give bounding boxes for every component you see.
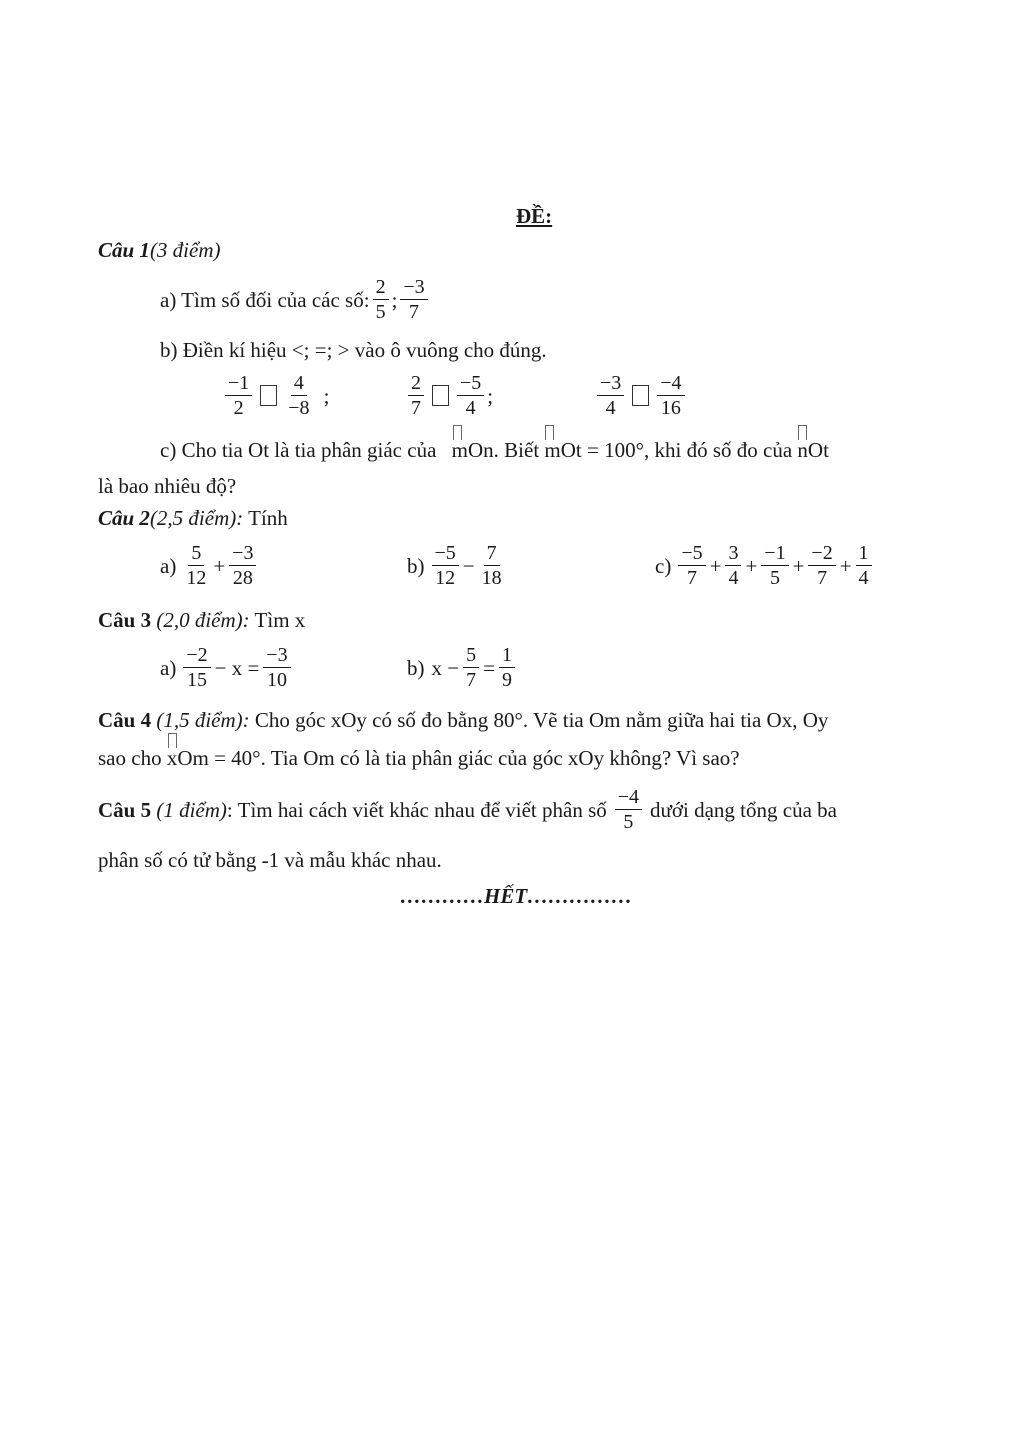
q2-heading (98, 506, 288, 530)
q3b-fraction-1: $\frac{5}{7}$ (463, 644, 479, 691)
q5-label: Câu 5 (98, 797, 152, 822)
q1a-fraction-2: $\frac{-3}{7}$ (400, 276, 427, 323)
q2c-fraction-1: $\frac{-5}{7}$ (678, 542, 705, 589)
q4-text-1: Cho góc xOy có số đo bằng 80°. Vẽ tia Om nằm giữa hai tia Ox, Oy (254, 708, 829, 732)
q5-line-2: phân số có tử bằng -1 và mẫu khác nhau. (98, 848, 442, 872)
q1b-fraction-left: $\frac{-1}{2}$ (225, 372, 252, 419)
q5-line-1 (98, 786, 837, 833)
q4-text-2c: . Tia Om có là tia phân giác của góc xOy không? Vì sao? (260, 746, 740, 770)
q5-points: (1 điểm) (156, 797, 227, 822)
q2b-fraction-2: $\frac{7}{18}$ (481, 542, 502, 589)
q1b-fraction-right: $\frac{4}{-8}$ (288, 372, 310, 419)
q3a-fraction-1: $\frac{-2}{15}$ (183, 644, 210, 691)
q2b-fraction-1: $\frac{-5}{12}$ (432, 542, 459, 589)
q1c-text-2: . Biết (493, 438, 540, 462)
q1b-item-2 (405, 372, 493, 419)
q1b-text: b) Điền kí hiệu <; =; > vào ô vuông cho đúng. (160, 338, 547, 362)
angle-mark-icon (168, 733, 177, 748)
q5-text-1b: dưới dạng tổng của ba (650, 797, 837, 822)
q3a-fraction-2: $\frac{-3}{10}$ (263, 644, 290, 691)
angle-mot: mOt (544, 438, 581, 462)
q1-part-a (160, 276, 431, 323)
q3a-middle: − x = (214, 655, 260, 680)
q2c-fraction-5: $\frac{1}{4}$ (856, 542, 872, 589)
q2b-label: b) (407, 553, 425, 578)
q2-part-b (407, 542, 508, 589)
q2c-fraction-4: $\frac{-2}{7}$ (808, 542, 835, 589)
q3-heading (98, 608, 305, 632)
q2c-label: c) (655, 553, 672, 578)
q1a-separator: ; (391, 287, 398, 312)
angle-mark-icon (798, 425, 807, 440)
q2-part-a (160, 542, 259, 589)
minus-sign: − (462, 553, 475, 578)
q4-label: Câu 4 (98, 708, 152, 732)
q4-line-1 (98, 708, 828, 732)
q3a-label: a) (160, 655, 177, 680)
q1a-text: a) Tìm số đối của các số: (160, 287, 370, 312)
equals-sign: = (483, 655, 495, 680)
q2-points: (2,5 điểm): (149, 506, 244, 530)
q1b-fraction-left: $\frac{2}{7}$ (408, 372, 424, 419)
answer-box[interactable] (260, 385, 277, 406)
q4-value: = 40° (214, 746, 261, 770)
angle-xom: xOm (167, 746, 209, 770)
q1b-fraction-right: $\frac{-4}{16}$ (657, 372, 684, 419)
plus-sign: + (745, 553, 758, 578)
q3b-label: b) (407, 655, 425, 680)
q3-points: (2,0 điểm): (156, 608, 250, 632)
q3-label: Câu 3 (98, 608, 152, 632)
q5-text-1a: : Tìm hai cách viết khác nhau để viết phân số (226, 797, 607, 822)
q1c-text-1: c) Cho tia Ot là tia phân giác của (160, 438, 437, 462)
q1c-line-2: là bao nhiêu độ? (98, 474, 237, 498)
answer-box[interactable] (632, 385, 649, 406)
q4-line-2 (98, 746, 740, 770)
q1b-item-1 (222, 372, 329, 419)
q4-text-2a: sao cho (98, 746, 162, 770)
plus-sign: + (213, 553, 226, 578)
q2a-label: a) (160, 553, 177, 578)
q2a-fraction-2: $\frac{-3}{28}$ (229, 542, 256, 589)
plus-sign: + (709, 553, 722, 578)
answer-box[interactable] (432, 385, 449, 406)
q3b-fraction-2: $\frac{1}{9}$ (499, 644, 515, 691)
q1c-text-3: , khi đó số đo của (644, 438, 793, 462)
plus-sign: + (792, 553, 805, 578)
q3-instruction: Tìm x (254, 608, 306, 632)
q1b-fraction-left: $\frac{-3}{4}$ (597, 372, 624, 419)
q2c-fraction-3: $\frac{-1}{5}$ (761, 542, 788, 589)
q1-label: Câu 1 (98, 238, 150, 262)
q3b-prefix: x − (431, 655, 460, 680)
q2c-fraction-2: $\frac{3}{4}$ (725, 542, 741, 589)
q1b-separator: ; (487, 383, 494, 408)
q3-part-a (160, 644, 294, 691)
q1b-fraction-right: $\frac{-5}{4}$ (457, 372, 484, 419)
q4-points: (1,5 điểm): (156, 708, 250, 732)
end-marker: …………HẾT…………… (400, 884, 633, 908)
page-title: ĐỀ: (516, 204, 553, 228)
angle-not: nOt (797, 438, 829, 462)
q3-part-b (407, 644, 518, 691)
q1-heading (98, 238, 221, 262)
q5-fraction: $\frac{-4}{5}$ (615, 786, 642, 833)
q2-instruction: Tính (248, 506, 288, 530)
angle-mark-icon (545, 425, 554, 440)
q2a-fraction-1: $\frac{5}{12}$ (186, 542, 207, 589)
q1b-item-3 (594, 372, 688, 419)
angle-mark-icon (453, 425, 462, 440)
q1-points: (3 điểm) (149, 238, 221, 262)
q1b-separator: ; (323, 383, 330, 408)
plus-sign: + (839, 553, 852, 578)
q1c-value: = 100° (587, 438, 644, 462)
q2-label: Câu 2 (98, 506, 150, 530)
q1-part-c (160, 438, 829, 462)
angle-mon: mOn (452, 438, 494, 462)
q1a-fraction-1: $\frac{2}{5}$ (373, 276, 389, 323)
q2-part-c (655, 542, 875, 589)
